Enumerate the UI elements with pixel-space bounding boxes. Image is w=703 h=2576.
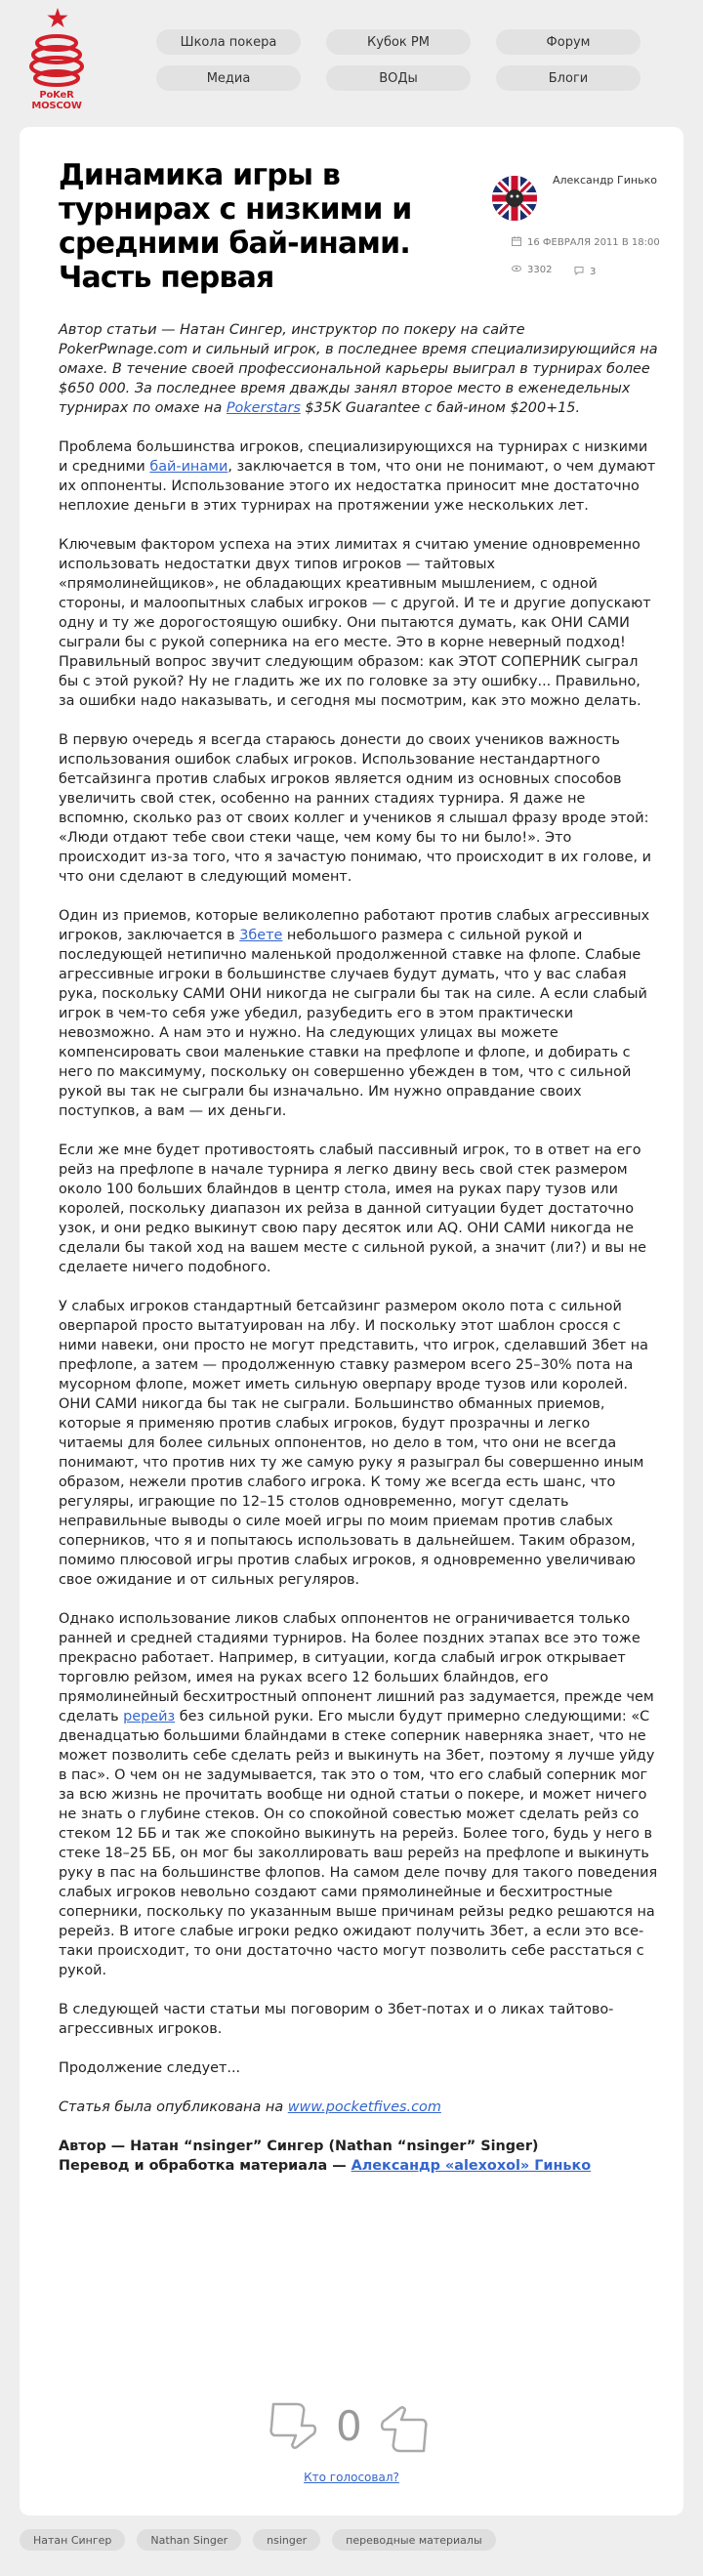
logo-line-1: PoKeR [39,90,74,101]
view-count-text: 3302 [527,265,553,275]
article-body [59,320,658,2176]
star-icon [47,8,68,29]
vote-widget [264,2400,439,2455]
publish-date-text: 16 ФЕВРАЛЯ 2011 В 18:00 [527,237,660,248]
3bet-link[interactable]: 3бете [239,928,283,943]
vote-count: 0 [336,2402,362,2450]
comment-icon [574,266,584,275]
nav-poker-school[interactable]: Школа покера [156,29,301,55]
view-count [512,264,552,275]
main-nav [156,29,664,102]
pocketfives-link[interactable]: www.pocketfives.com [287,2099,441,2115]
paragraph-text: небольшого размера с сильной рукой и последующей нетипично маленькой продолженной ставке на флопе. Слабые агрессивные игроки в большинстве случаев будут думать, что у вас слабая рука, поскольку САМИ ОНИ никогда не сыграли бы так на силе. А если слабый игрок в чем-то себя уже убедил, разубедить его в этом практически невозможно. А нам это и нужно. На следующих улицах вы можете компенсировать свои маленькие ставки на префлопе и флопе, и добирать с него по максимуму, поскольку он совершенно убежден в том, что с сильной рукой вы так не сыграли бы изначально. Им нужно оправдание своих поступков, а вам — их деньги. [59,928,647,1119]
nav-vods[interactable]: ВОДы [326,65,471,91]
paragraph-7 [59,1609,658,1980]
comment-count[interactable] [574,266,596,277]
nav-blogs[interactable]: Блоги [496,65,641,91]
paragraph-8: В следующей части статьи мы поговорим о 3бет-потах и о ликах тайтово-агрессивных игроков. [59,2002,614,2037]
intro-text: Автор статьи — Натан Сингер, инструктор по покеру на сайте PokerPwnage.com и сильный игрок, в последнее время специализирующийся на омахе. В течение своей профессиональной карьеры выиграл в турнирах более $650 000. За последнее время дважды занял второе место в еженедельных турнирах по омахе на [59,322,658,416]
published-on [59,2098,658,2117]
nav-media[interactable]: Медиа [156,65,301,91]
paragraph-9: Продолжение следует... [59,2060,241,2076]
eye-icon [512,264,521,273]
uk-flag-avatar-icon [492,176,537,221]
calendar-icon [512,236,521,246]
pokermoscow-logo[interactable] [21,8,92,117]
author-signature: Автор — Натан “nsinger” Сингер (Nathan “nsinger” Singer) [59,2139,539,2154]
thumbs-down-icon[interactable] [268,2400,318,2453]
publish-date [512,236,660,248]
reraise-link[interactable]: ререйз [123,1709,176,1724]
paragraph-3: В первую очередь я всегда стараюсь донести до своих учеников важность использования ошибок слабых игроков. Использование нестандартного бетсайзинга против слабых игроков является одним из основных способов увеличить свой стек, особенно на ранних стадиях турнира. Я даже не вспомню, сколько раз от своих коллег и учеников я слышал фразу вроде этой: «Люди отдают тебе свои стеки чаще, чем кому бы то ни было!». Это происходит из-за того, что я зачастую понимаю, что происходит в их голове, и что они сделают в следующий момент. [59,732,651,885]
translator-link[interactable]: Александр «alexoxol» Гинько [351,2158,592,2174]
translator-label: Перевод и обработка материала — [59,2158,352,2174]
avatar[interactable] [492,176,537,221]
article-title: Динамика игры в турнирах с низкими и средними бай-инами. Часть первая [59,158,412,295]
logo-arcs-icon [27,31,86,90]
who-voted-link[interactable]: Кто голосовал? [304,2471,399,2484]
paragraph-2: Ключевым фактором успеха на этих лимитах я считаю умение одновременно использовать недостатки двух типов игроков — тайтовых «прямолинейщиков», не обладающих креативным мышлением, с одной стороны, и малоопытных слабых игроков — с другой. И те и другие допускают одну и ту же дорогостоящую ошибку. Они пытаются думать, как ОНИ САМИ сыграли бы с рукой соперника на его месте. Это в корне неверный подход! Правильный вопрос звучит следующим образом: как ЭТОТ СОПЕРНИК сыграл бы с этой рукой? Ну не гладить же их по головке за эту ошибку... Правильно, за ошибки надо наказывать, и сегодня мы посмотрим, как это можно делать. [59,537,651,709]
nav-forum[interactable]: Форум [496,29,641,55]
translator-signature [59,2156,658,2176]
buyins-link[interactable]: бай-инами [149,459,228,475]
published-on-text: Статья была опубликована на [59,2099,288,2115]
paragraph-text: Проблема большинства игроков, специализирующихся на турнирах с низкими и средними [59,439,648,475]
tag-natan-singer[interactable]: Натан Сингер [20,2529,125,2551]
author-name[interactable]: Александр Гинько [553,174,657,187]
comment-count-text: 3 [590,267,597,277]
paragraph-1 [59,437,658,516]
logo-line-2: MOSCOW [31,101,82,111]
paragraph-text: Однако использование ликов слабых оппонентов не ограничивается только ранней и средней стадиями турниров. На более поздних этапах все это тоже прекрасно работает. Например, в ситуации, когда слабый игрок открывает торговлю рейзом, имея на руках всего 12 больших блайндов, его прямолинейный бесхитростный оппонент лишний раз задумается, прежде чем сделать [59,1611,654,1724]
site-header [0,0,703,119]
logo-text [21,90,92,111]
nav-pm-cup[interactable]: Кубок PM [326,29,471,55]
intro-text-end: $35K Guarantee с бай-ином $200+15. [300,400,581,416]
paragraph-text: , заключается в том, что они не понимают, о чем думают их оппоненты. Использование этого их недостатка приносит мне достаточно неплохие деньги в этих турнирах на протяжении уже нескольких лет. [59,459,656,514]
thumbs-up-icon[interactable] [379,2402,430,2455]
who-voted-area [20,2471,683,2484]
paragraph-text: Один из приемов, которые великолепно работают против слабых агрессивных игроков, заключается в [59,908,650,943]
tag-translated-materials[interactable]: переводные материалы [332,2529,495,2551]
tag-nsinger[interactable]: nsinger [253,2529,320,2551]
article-intro [59,320,658,418]
paragraph-6: У слабых игроков стандартный бетсайзинг размером около пота с сильной оверпарой просто вытатуирован на лбу. И поскольку этот шаблон сросся с ними навеки, они просто не могут представить, что игрок, сделавший 3бет на префлопе, а затем — продолженную ставку размером всего 25–30% пота на мусорном флопе, может иметь сильную оверпару вроде тузов или королей. ОНИ САМИ никогда бы так не сыграли. Большинство обманных приемов, которые я применяю против слабых игроков, будут прозрачны и легко читаемы для более сильных оппонентов, но дело в том, что они не всегда понимают, что против них ту же самую руку я разыграл бы совершенно иным образом, нежели против слабого игрока. К тому же всегда есть шанс, что регуляры, играющие по 12–15 столов одновременно, могут сделать неправильные выводы о силе моей игры по моим приемам против слабых соперников, что я и попытаюсь использовать в дальнейшем. Таким образом, помимо плюсовой игры против слабых игроков, я одновременно увеличиваю свое ожидание и от сильных регуляров. [59,1299,648,1588]
tag-nathan-singer[interactable]: Nathan Singer [137,2529,241,2551]
tag-list [20,2529,496,2551]
pokerstars-link[interactable]: Pokerstars [226,400,301,416]
paragraph-text: без сильной руки. Его мысли будут примерно следующими: «С двенадцатью большими блайндами в стеке соперник наверняка знает, что не может позволить себе сделать рейз и выкинуть на 3бет, поэтому я лучше уйду в пас». О чем он не задумывается, так это о том, что его слабый соперник мог за всю жизнь не прочитать вообще ни одной статьи о покере, и может ничего не знать о глубине стеков. Он со спокойной совестью может сделать рейз со стеком 12 ББ и так же спокойно выкинуть на ререйз. Более того, будь у него в стеке 18–25 ББ, он мог бы заколлировать ваш ререйз на префлопе и выкинуть руку в пас на большинстве флопов. На самом деле почву для такого поведения слабых игроков невольно создают сами прямолинейные и бесхитростные соперники, поскольку по указанным выше причинам рейзы редко решаются на ререйз. В итоге слабые игроки редко ожидают получить 3бет, а если это все-таки происходит, то они достаточно часто могут позволить себе расстаться с рукой. [59,1709,658,1978]
paragraph-5: Если же мне будет противостоять слабый пассивный игрок, то в ответ на его рейз на префлопе в начале турнира я легко двину весь свой стек размером около 100 больших блайндов в центр стола, имея на руках пару тузов или королей, поскольку диапазон их рейза в данной ситуации будет достаточно узок, и они редко выкинут свою пару десяток или AQ. ОНИ САМИ никогда не сделали бы такой ход на вашем месте с сильной рукой, а значит (ли?) и вы не сделаете ничего подобного. [59,1143,647,1275]
article-card [20,127,683,2515]
paragraph-4 [59,906,658,1121]
